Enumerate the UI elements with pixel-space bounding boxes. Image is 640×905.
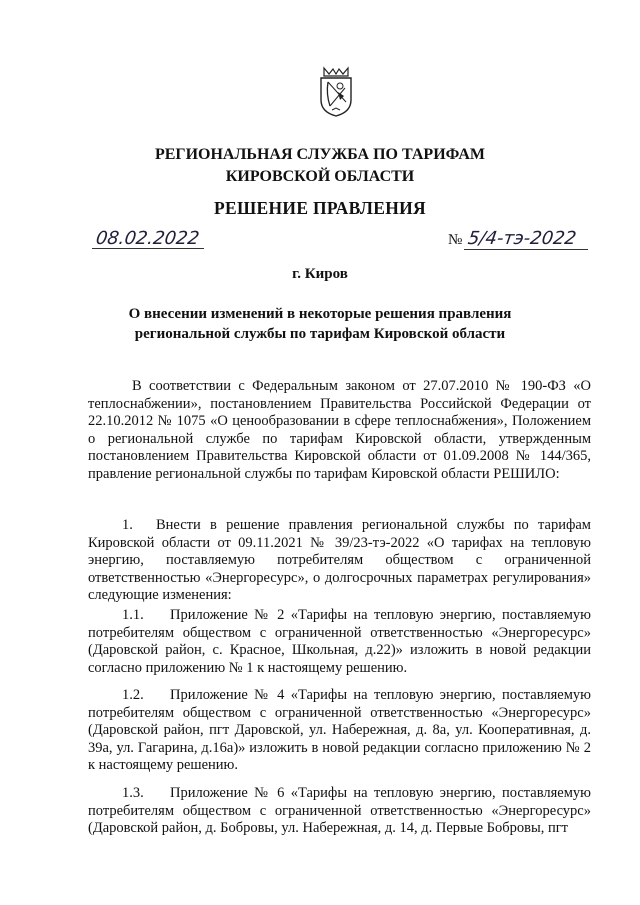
number-underline — [464, 249, 588, 250]
document-date: 08.02.2022 — [94, 228, 201, 249]
item-text: Приложение № 2 «Тарифы на тепловую энергию, поставляемую потребителям обществом с ограниченной ответственностью «Энергоресурс» (Даровской район, с. Красное, Школьная, д.22)» изложить в новой редакции согласно приложению № 1 к настоящему решению. — [88, 607, 591, 676]
item-text: Приложение № 6 «Тарифы на тепловую энергию, поставляемую потребителям обществом с ограниченной ответственностью «Энергоресурс» (Даровской район, д. Бобровы, ул. Набережная, д. 14, д. Первые Бобровы, пгт — [88, 785, 591, 837]
item-number: 1.2. — [122, 687, 144, 703]
decision-subitem — [88, 785, 591, 838]
decision-subitem — [88, 687, 591, 775]
item-number: 1. — [122, 517, 133, 533]
organization-name — [0, 144, 640, 188]
subject-line2: региональной службы по тарифам Кировской области — [134, 326, 506, 342]
organization-name-line2: КИРОВСКОЙ ОБЛАСТИ — [225, 168, 415, 185]
city: г. Киров — [292, 266, 348, 282]
coat-of-arms-icon — [318, 66, 354, 118]
document-subject — [0, 304, 640, 344]
document-number: 5/4-тэ-2022 — [466, 228, 578, 249]
date-underline — [92, 248, 204, 249]
item-text: Внести в решение правления региональной службы по тарифам Кировской области от 09.11.2021 № 39/23-тэ-2022 «О тарифах на тепловую энергию, поставляемую потребителям обществом с ограниченной ответственностью «Энергоресурс», о долгосрочных параметрах регулирования» следующие изменения: — [88, 517, 591, 604]
document-type: РЕШЕНИЕ ПРАВЛЕНИЯ — [214, 198, 426, 218]
decision-item — [88, 517, 591, 605]
item-number: 1.1. — [122, 607, 144, 623]
number-label: № — [448, 232, 463, 248]
subject-line1: О внесении изменений в некоторые решения правления — [128, 306, 512, 322]
organization-name-line1: РЕГИОНАЛЬНАЯ СЛУЖБА ПО ТАРИФАМ — [154, 146, 486, 163]
item-number: 1.3. — [122, 785, 144, 801]
item-text: Приложение № 4 «Тарифы на тепловую энергию, поставляемую потребителям обществом с ограниченной ответственностью «Энергоресурс» (Даровской район, пгт Даровской, ул. Набережная, д. 8а, ул. Кооперативная, д. 39а, ул. Гагарина, д.16а)» изложить в новой редакции согласно приложению № 2 к настоящему решению. — [88, 687, 591, 774]
decision-subitem — [88, 607, 591, 677]
intro-paragraph: В соответствии с Федеральным законом от 27.07.2010 № 190-ФЗ «О теплоснабжении», постановлением Правительства Российской Федерации от 22.10.2012 № 1075 «О ценообразовании в сфере теплоснабжения», Положением о региональной службе по тарифам Кировской области, утвержденным постановлением Правительства Кировской области от 01.09.2008 № 144/365, правление региональной службы по тарифам Кировской области РЕШИЛО: — [88, 378, 591, 482]
